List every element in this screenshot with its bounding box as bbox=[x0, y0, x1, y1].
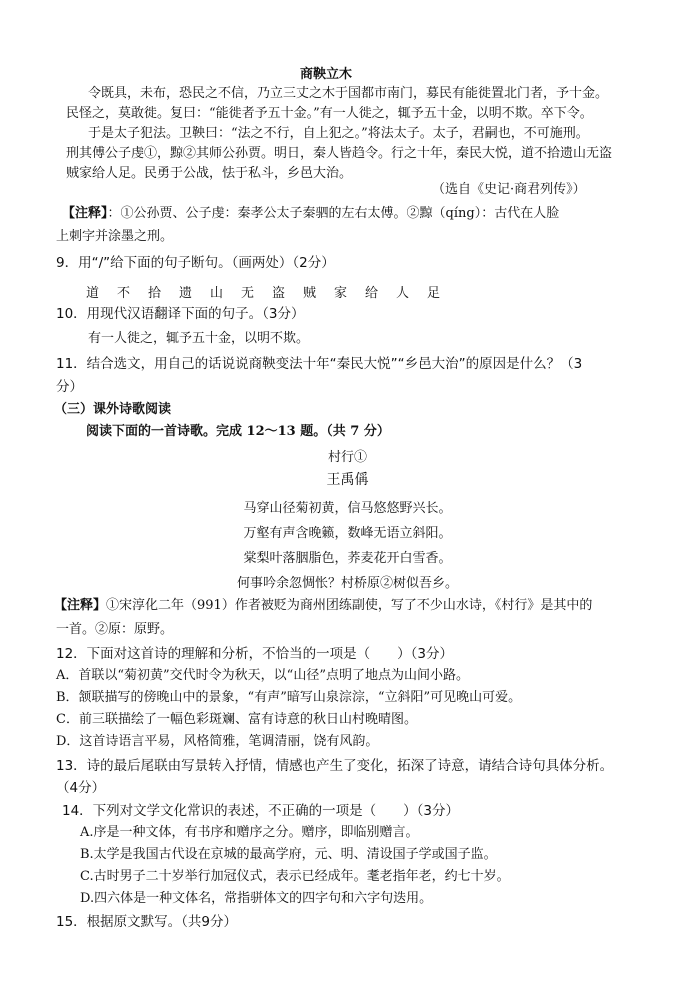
q14-option-a: A.序是一种文体，有书序和赠序之分。赠序，即临别赠言。 bbox=[80, 825, 419, 840]
question-11-cont: 分） bbox=[56, 379, 83, 395]
section-instruction: 阅读下面的一首诗歌。完成 12～13 题。（共 7 分） bbox=[86, 424, 390, 439]
poem-title: 村行① bbox=[327, 450, 367, 465]
section-heading: （三）课外诗歌阅读 bbox=[54, 402, 172, 417]
q12-option-d: D．这首诗语言平易，风格简雅，笔调清丽，饶有风韵。 bbox=[56, 734, 379, 749]
poem-note-cont: 一首。②原：原野。 bbox=[56, 622, 174, 637]
passage-line: 贼家给人足。民勇于公战，怯于私斗，乡邑大治。 bbox=[66, 166, 353, 181]
passage-title: 商鞅立木 bbox=[300, 67, 353, 82]
note-label: 【注释】 bbox=[62, 206, 108, 221]
question-13: 13．诗的最后尾联由写景转入抒情，情感也产生了变化，拓深了诗意，请结合诗句具体分析。 bbox=[56, 758, 614, 774]
poem-line: 万壑有声含晚籁，数峰无语立斜阳。 bbox=[243, 526, 452, 541]
passage-note bbox=[62, 206, 559, 222]
poem-note-label: 【注释】 bbox=[54, 598, 107, 613]
question-12: 12．下面对这首诗的理解和分析，不恰当的一项是（ ）（3分） bbox=[56, 646, 454, 662]
q12-option-b: B．颔联描写的傍晚山中的景象，“有声”暗写山泉淙淙，“立斜阳”可见晚山可爱。 bbox=[56, 690, 522, 705]
passage-line: 令既具，未布，恐民之不信，乃立三丈之木于国都市南门，募民有能徙置北门者，予十金。 bbox=[88, 86, 609, 101]
q12-option-a: A．首联以“菊初黄”交代时令为秋天，以“山径”点明了地点为山间小路。 bbox=[56, 668, 469, 683]
q10-sentence: 有一人徙之，辄予五十金，以明不欺。 bbox=[88, 331, 310, 346]
question-9: 9．用“/”给下面的句子断句。（画两处）（2分） bbox=[56, 255, 335, 271]
passage-line: 民怪之，莫敢徙。复曰：“能徙者予五十金。”有一人徙之，辄予五十金，以明不欺。卒下令。 bbox=[66, 106, 593, 121]
passage-line: 刑其傅公子虔①，黥②其师公孙贾。明日，秦人皆趋令。行之十年，秦民大悦，道不拾遗山无盗 bbox=[66, 146, 613, 161]
poem-line: 马穿山径菊初黄，信马悠悠野兴长。 bbox=[243, 501, 452, 516]
poem-note-text: ①宋淳化二年（991）作者被贬为商州团练副使，写了不少山水诗，《村行》是其中的 bbox=[106, 598, 593, 613]
q9-sentence: 道不拾遗山无盗贼家给人足 bbox=[86, 286, 459, 301]
source-citation: （选自《史记·商君列传》） bbox=[432, 182, 586, 197]
question-11: 11．结合选文，用自己的话说说商鞅变法十年“秦民大悦”“乡邑大治”的原因是什么？（3 bbox=[56, 356, 583, 372]
question-13-cont: （4分） bbox=[56, 780, 106, 796]
question-10: 10．用现代汉语翻译下面的句子。（3分） bbox=[56, 306, 305, 322]
passage-line: 于是太子犯法。卫鞅曰：“法之不行，自上犯之。”将法太子。太子，君嗣也，不可施刑。 bbox=[88, 126, 589, 141]
poem-note bbox=[54, 598, 592, 614]
q14-option-c: C.古时男子二十岁举行加冠仪式，表示已经成年。耄老指年老，约七十岁。 bbox=[80, 869, 510, 884]
poem-line: 棠梨叶落胭脂色，荞麦花开白雪香。 bbox=[243, 551, 452, 566]
passage-note-cont: 上刺字并涂墨之刑。 bbox=[56, 229, 174, 244]
poem-author: 王禹偁 bbox=[326, 472, 369, 488]
q14-option-b: B.太学是我国古代设在京城的最高学府，元、明、清设国子学或国子监。 bbox=[80, 847, 497, 862]
poem-line: 何事吟余忽惆怅？村桥原②树似吾乡。 bbox=[236, 576, 458, 591]
question-14: 14．下列对文学文化常识的表述，不正确的一项是（ ）（3分） bbox=[62, 803, 460, 819]
question-15: 15．根据原文默写。（共9分） bbox=[56, 914, 238, 930]
q12-option-c: C．前三联描绘了一幅色彩斑斓、富有诗意的秋日山村晚晴图。 bbox=[56, 712, 417, 727]
note-text: ：①公孙贾、公子虔：秦孝公太子秦驷的左右太傅。②黥（qíng）：古代在人脸 bbox=[107, 206, 560, 221]
q14-option-d: D.四六体是一种文体名，常指骈体文的四字句和六字句迭用。 bbox=[80, 891, 433, 906]
